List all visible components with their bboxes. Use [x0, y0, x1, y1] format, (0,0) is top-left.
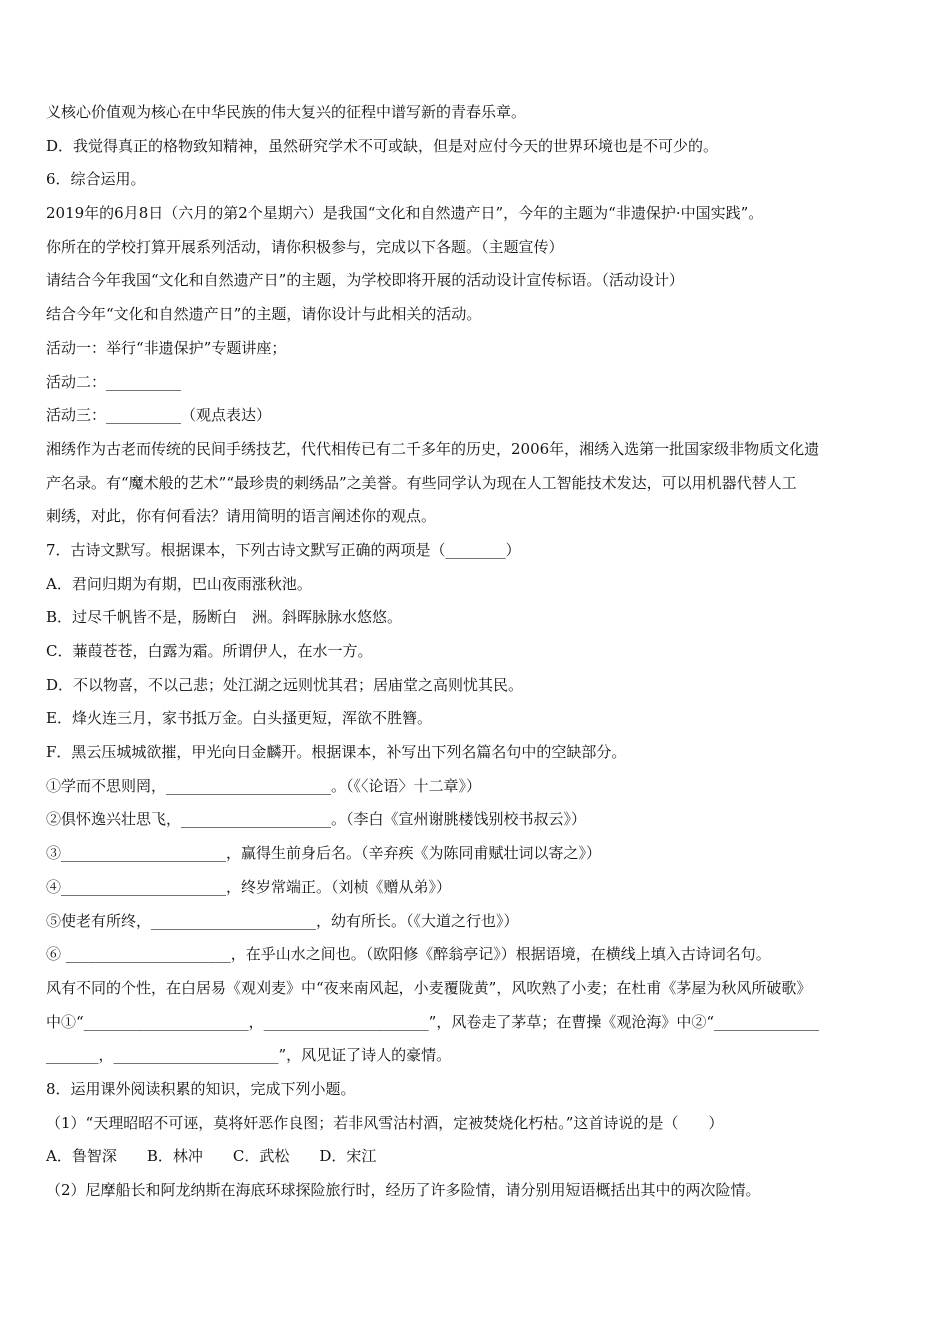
text-line: 风有不同的个性，在白居易《观刈麦》中“夜来南风起，小麦覆陇黄”，风吹熟了小麦；在杜甫《茅屋为秋风所破歌》 [46, 978, 812, 997]
text-line: （1）“天理昭昭不可诬，莫将奸恶作良图；若非风雪沽村酒，定被焚烧化朽枯。”这首诗说的是（ ） [46, 1113, 724, 1132]
text-line: 活动一：举行“非遗保护”专题讲座； [46, 338, 287, 357]
option-line: E．烽火连三月，家书抵万金。白头搔更短，浑欲不胜簪。 [46, 709, 432, 728]
text-line: 结合今年“文化和自然遗产日”的主题，请你设计与此相关的活动。 [46, 305, 482, 324]
option-line: F．黑云压城城欲摧，甲光向日金麟开。根据课本，补写出下列名篇名句中的空缺部分。 [46, 743, 627, 762]
text-line: 你所在的学校打算开展系列活动，请你积极参与，完成以下各题。（主题宣传） [46, 237, 564, 256]
option-line: A．鲁智深 B．林冲 C．武松 D．宋江 [46, 1147, 377, 1166]
text-line: 中①“______________________，______________________”，风卷走了茅草；在曹操《观沧海》中②“______________ [46, 1012, 820, 1031]
text-line: 活动三：__________（观点表达） [46, 406, 272, 425]
option-line: D．不以物喜，不以己悲；处江湖之远则忧其君；居庙堂之高则忧其民。 [46, 675, 524, 694]
fill-blank-line: ⑤使老有所终，______________________，幼有所长。（《大道之行也》） [46, 911, 519, 930]
question-7-heading: 7．古诗文默写。根据课本，下列古诗文默写正确的两项是（________） [46, 540, 521, 559]
text-line: （2）尼摩船长和阿龙纳斯在海底环球探险旅行时，经历了许多险情，请分别用短语概括出其中的两次险情。 [46, 1181, 761, 1199]
fill-blank-line: ③______________________，赢得生前身后名。（辛弃疾《为陈同甫赋壮词以寄之》） [46, 844, 602, 863]
question-6-heading: 6．综合运用。 [46, 170, 146, 189]
fill-blank-line: ⑥ ______________________，在乎山水之间也。（欧阳修《醉翁亭记》）根据语境，在横线上填入古诗词名句。 [46, 945, 771, 964]
document-page [46, 96, 908, 1208]
option-line: C．蒹葭苍苍，白露为霜。所谓伊人，在水一方。 [46, 642, 373, 660]
text-line: 活动二：__________ [46, 372, 182, 391]
text-line: 2019年的6月8日（六月的第2个星期六）是我国“文化和自然遗产日”，今年的主题为“非遗保护·中国实践”。 [46, 204, 764, 223]
option-d-line: D．我觉得真正的格物致知精神，虽然研究学术不可或缺，但是对应付今天的世界环境也是不可少的。 [46, 136, 719, 155]
text-line: 产名录。有“魔术般的艺术”“最珍贵的刺绣品”之美誉。有些同学认为现在人工智能技术发达，可以用机器代替人工 [46, 473, 797, 492]
fill-blank-line: ④______________________，终岁常端正。（刘桢《赠从弟》） [46, 877, 452, 896]
text-line: 刺绣，对此，你有何看法？请用简明的语言阐述你的观点。 [46, 507, 437, 526]
question-8-heading: 8．运用课外阅读积累的知识，完成下列小题。 [46, 1079, 356, 1098]
text-line: 湘绣作为古老而传统的民间手绣技艺，代代相传已有二千多年的历史，2006年，湘绣入选第一批国家级非物质文化遗 [46, 439, 820, 458]
option-line: B．过尽千帆皆不是，肠断白 洲。斜晖脉脉水悠悠。 [46, 608, 403, 627]
text-line: 义核心价值观为核心在中华民族的伟大复兴的征程中谱写新的青春乐章。 [46, 103, 527, 121]
text-line: _______，______________________”，风见证了诗人的豪情。 [46, 1046, 452, 1065]
text-line: 请结合今年我国“文化和自然遗产日”的主题，为学校即将开展的活动设计宣传标语。（活动设计） [46, 271, 684, 290]
option-line: A．君问归期为有期，巴山夜雨涨秋池。 [46, 574, 312, 593]
fill-blank-line: ②俱怀逸兴壮思飞，____________________。（李白《宣州谢朓楼饯别校书叔云》） [46, 810, 587, 829]
fill-blank-line: ①学而不思则罔，______________________。（《〈论语〉十二章》） [46, 776, 482, 795]
